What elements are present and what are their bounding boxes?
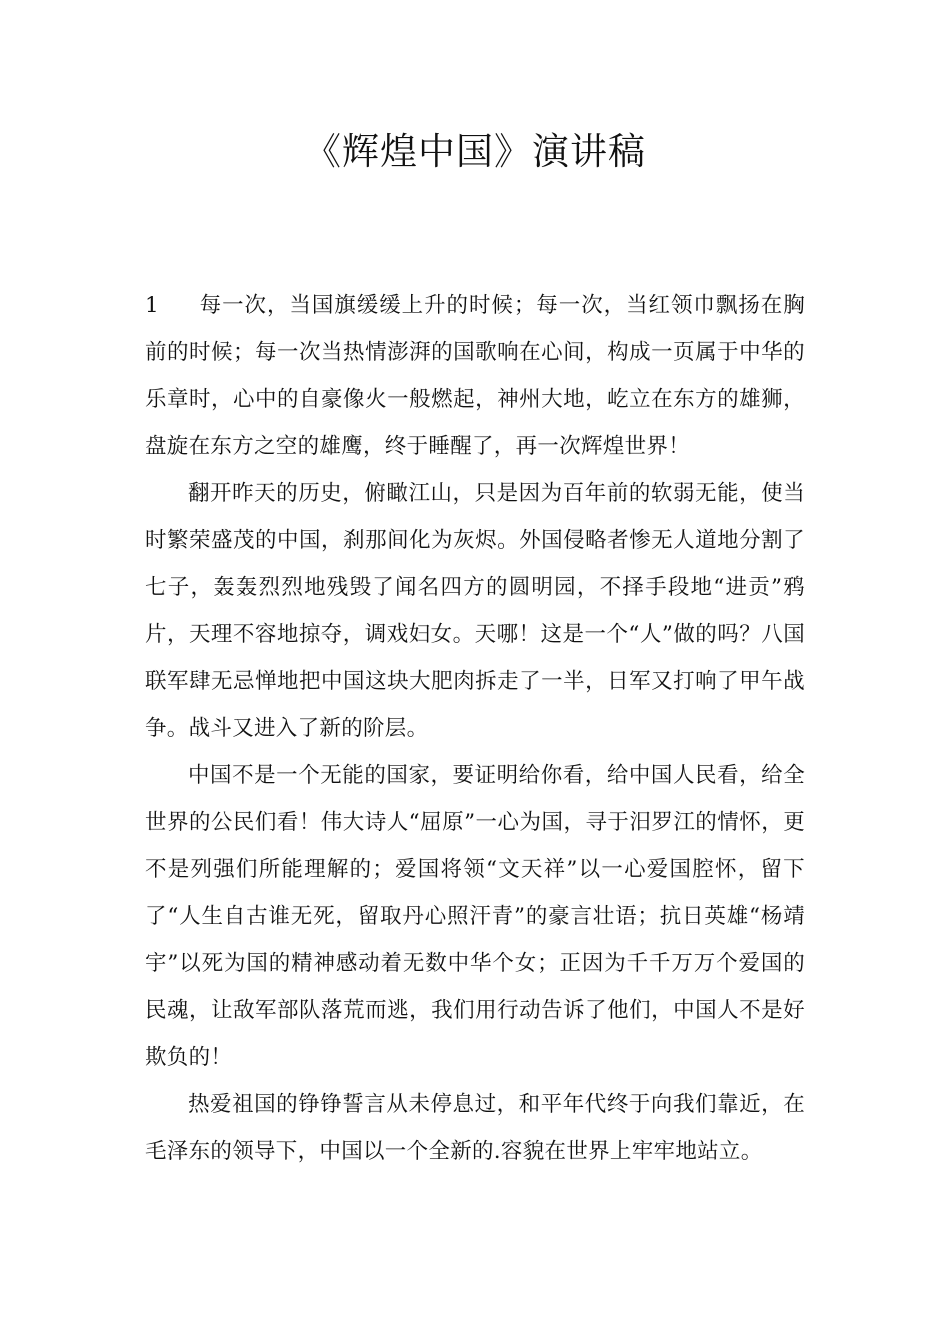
document-body: [145, 282, 805, 1175]
paragraph-text: 每一次，当国旗缓缓上升的时候；每一次，当红领巾飘扬在胸前的时候；每一次当热情澎湃的国歌响在心间，构成一页属于中华的乐章时，心中的自豪像火一般燃起，神州大地，屹立在东方的雄狮，盘旋在东方之空的雄鹰，终于睡醒了，再一次辉煌世界！: [145, 293, 805, 459]
paragraph-4: 热爱祖国的铮铮誓言从未停息过，和平年代终于向我们靠近，在毛泽东的领导下，中国以一个全新的.容貌在世界上牢牢地站立。: [145, 1092, 805, 1164]
paragraph-1: [145, 282, 805, 470]
paragraph-number: 1: [145, 293, 159, 318]
paragraph-3: 中国不是一个无能的国家，要证明给你看，给中国人民看，给全世界的公民们看！伟大诗人“屈原”一心为国，寻于汨罗江的情怀，更不是列强们所能理解的；爱国将领“文天祥”以一心爱国腔怀，留下了“人生自古谁无死，留取丹心照汗青”的豪言壮语；抗日英雄“杨靖宇”以死为国的精神感动着无数中华个女；正因为千千万万个爱国的民魂，让敌军部队落荒而逃，我们用行动告诉了他们，中国人不是好欺负的！: [145, 763, 805, 1070]
document-title: 《辉煌中国》演讲稿: [304, 130, 646, 173]
paragraph-2: 翻开昨天的历史，俯瞰江山，只是因为百年前的软弱无能，使当时繁荣盛茂的中国，刹那间化为灰烬。外国侵略者惨无人道地分割了七子，轰轰烈烈地残毁了闻名四方的圆明园，不择手段地“进贡”鸦片，天理不容地掠夺，调戏妇女。天哪！这是一个“人”做的吗？八国联军肆无忌惮地把中国这块大肥肉拆走了一半，日军又打响了甲午战争。战斗又进入了新的阶层。: [145, 481, 805, 741]
